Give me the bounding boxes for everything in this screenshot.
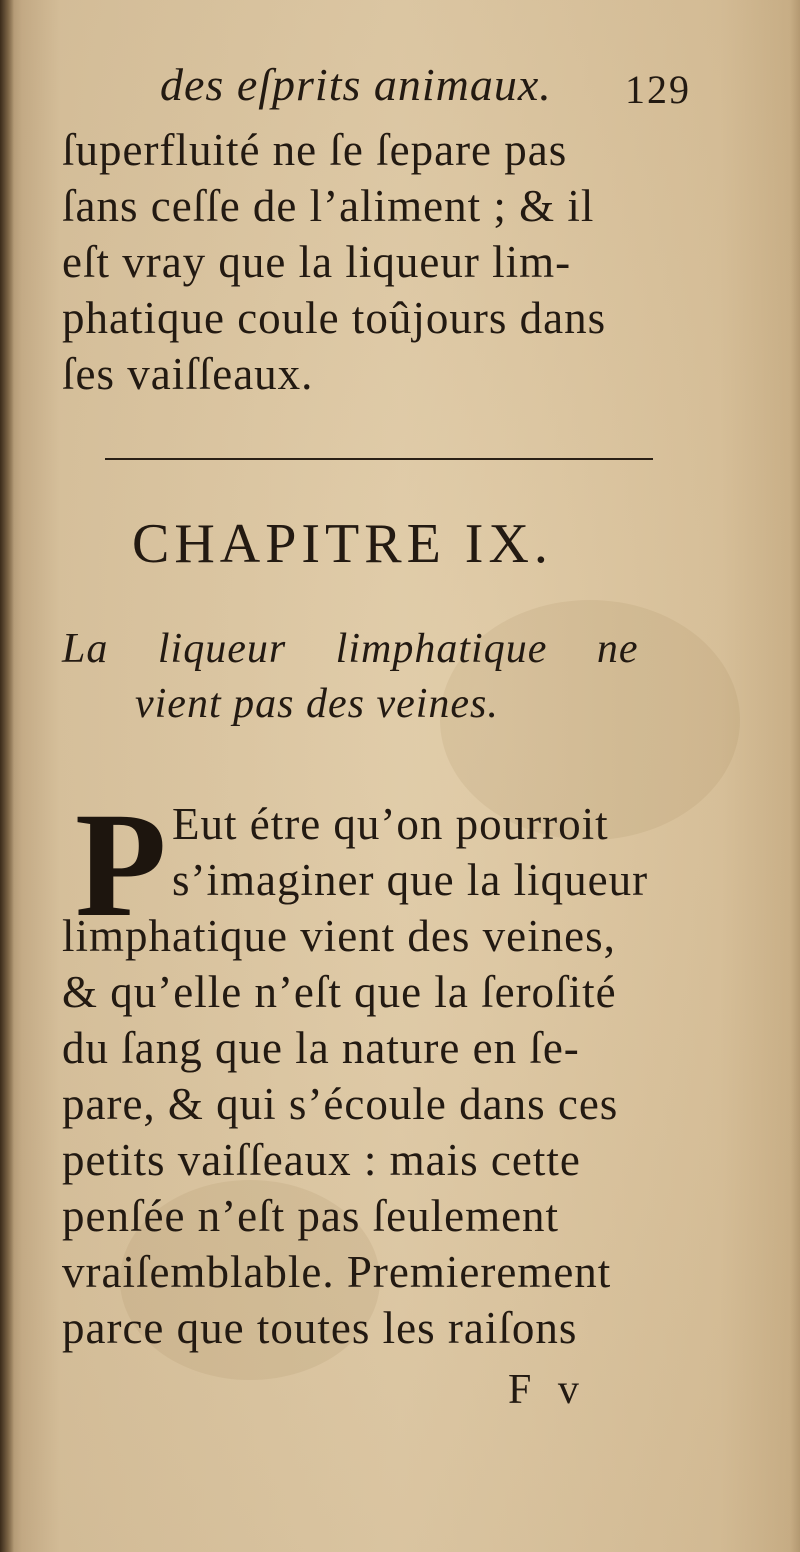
paragraph-line: phatique coule toûjours dans (62, 293, 607, 343)
paragraph-line: ſans ceſſe de l’aliment ; & il (62, 181, 595, 231)
running-title: des eſprits animaux. (160, 59, 552, 110)
catchword: F v (508, 1367, 587, 1413)
body-line: & qu’elle n’eſt que la ſeroſité (62, 967, 617, 1017)
paragraph-line: ſes vaiſſeaux. (62, 349, 314, 399)
body-line: s’imaginer que la liqueur (172, 855, 649, 905)
chapter-heading: CHAPITRE IX. (132, 513, 553, 575)
paragraph-line: ſuperfluité ne ſe ſepare pas (62, 125, 568, 175)
body-line: pare, & qui s’écoule dans ces (62, 1079, 619, 1129)
body-line: du ſang que la nature en ſe- (62, 1023, 580, 1073)
body-line: penſée n’eſt pas ſeulement (62, 1191, 560, 1241)
body-line: limphatique vient des veines, (62, 911, 616, 961)
paragraph-line: eſt vray que la liqueur lim- (62, 237, 572, 287)
page-number: 129 (625, 67, 691, 112)
chapter-subtitle-line: vient pas des veines. (135, 681, 499, 727)
section-divider (105, 458, 653, 460)
drop-cap: P (75, 782, 167, 948)
body-line: Eut étre qu’on pourroit (172, 799, 609, 849)
body-line: petits vaiſſeaux : mais cette (62, 1135, 581, 1185)
chapter-subtitle-line: La liqueur limphatique ne (62, 626, 639, 672)
body-line: vraiſemblable. Premierement (62, 1247, 612, 1297)
body-line: parce que toutes les raiſons (62, 1303, 578, 1353)
spine-shadow (0, 0, 14, 1552)
